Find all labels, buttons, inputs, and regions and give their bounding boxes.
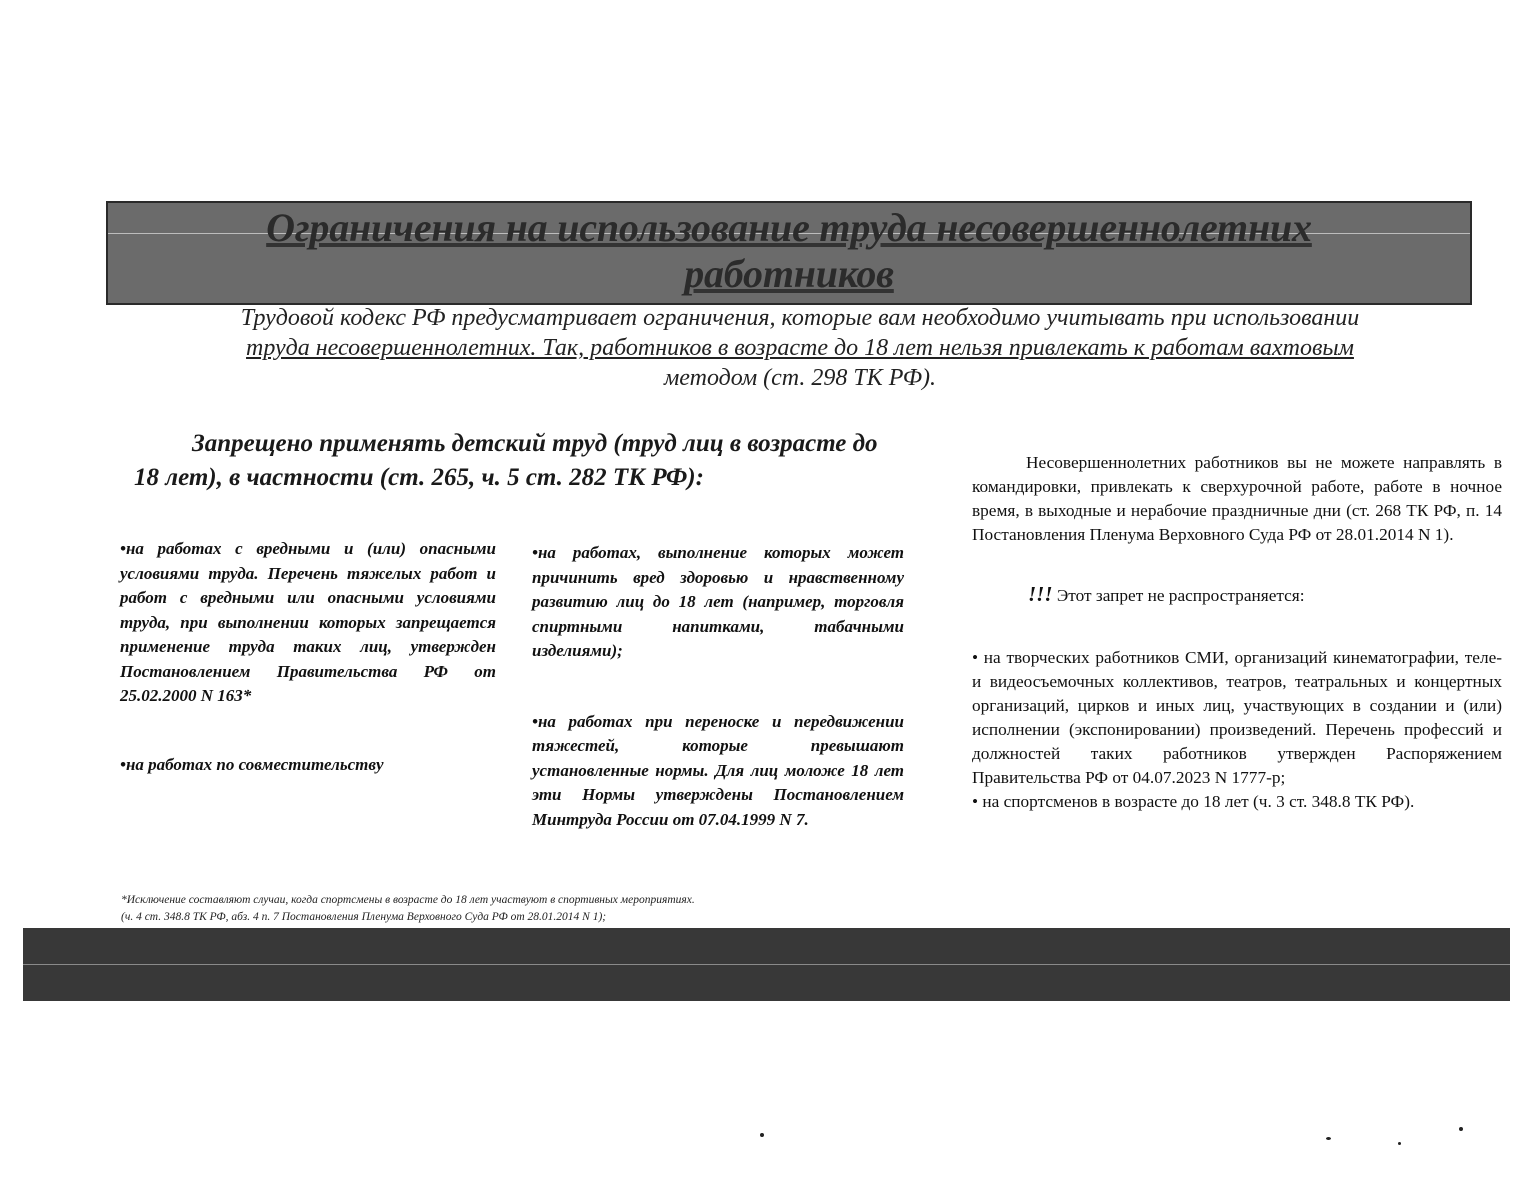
scan-margin bbox=[0, 0, 1529, 38]
exception-heading bbox=[972, 582, 1502, 608]
scan-speck bbox=[1326, 1137, 1331, 1140]
scan-speck bbox=[1459, 1127, 1463, 1131]
prohibition-column-b bbox=[532, 541, 904, 832]
footnote-line-1: *Исключение составляют случаи, когда спортсмены в возрасте до 18 лет участвуют в спортивных мероприятиях. bbox=[121, 894, 695, 906]
minors-restrictions-column bbox=[972, 451, 1502, 814]
exclamation-marks: !!! bbox=[1028, 582, 1053, 606]
list-item: • на творческих работников СМИ, организаций кинематографии, теле- и видеосъемочных коллективов, театров, театральных и концертных организаций, цирков и иных лиц, участвующих в создании и (или) исполнении (экспонировании) произведений. Перечень профессий и должностей таких работников утвержден Распоряжением Правительства РФ от 04.07.2023 N 1777-р; bbox=[972, 648, 1502, 787]
footer-banner bbox=[23, 928, 1510, 1001]
prohibition-heading: Запрещено применять детский труд (труд лиц в возрасте до 18 лет), в частности (ст. 265, ч. 5 ст. 282 ТК РФ): bbox=[134, 430, 878, 491]
restrictions-paragraph: Несовершеннолетних работников вы не можете направлять в командировки, привлекать к сверхурочной работе, работе в ночное время, в выходные и нерабочие праздничные дни (ст. 268 ТК РФ, п. 14 Постановления Пленума Верховного Суда РФ от 28.01.2014 N 1). bbox=[972, 453, 1502, 544]
list-item: • на спортсменов в возрасте до 18 лет (ч. 3 ст. 348.8 ТК РФ). bbox=[972, 792, 1415, 811]
scan-line bbox=[23, 964, 1510, 965]
intro-paragraph bbox=[130, 303, 1470, 393]
intro-line-3: методом (ст. 298 ТК РФ). bbox=[663, 365, 937, 391]
list-item: •на работах, выполнение которых может причинить вред здоровью и нравственному развитию лиц до 18 лет (например, торговля спиртными напитками, табачными изделиями); bbox=[532, 543, 904, 660]
scan-speck bbox=[760, 1133, 764, 1137]
title-banner bbox=[106, 201, 1472, 305]
title-line-2: работников bbox=[684, 251, 894, 296]
scan-speck bbox=[1398, 1142, 1401, 1145]
list-item: •на работах по совместительству bbox=[120, 754, 384, 774]
page-title bbox=[108, 205, 1470, 297]
exception-heading-text: Этот запрет не распространяется: bbox=[1052, 586, 1305, 605]
list-item: •на работах при переноске и передвижении тяжестей, которые превышают установленные нормы. Для лиц моложе 18 лет эти Нормы утверждены Постановлением Минтруда России от 07.04.1999 N 7. bbox=[532, 711, 904, 829]
list-item: •на работах с вредными и (или) опасными условиями труда. Перечень тяжелых работ и работ с вредными или опасными условиями труда, при выполнении которых запрещается применение труда таких лиц, утвержден Постановлением Правительства РФ от 25.02.2000 N 163* bbox=[120, 539, 496, 705]
footnote bbox=[121, 892, 931, 926]
intro-line-1: Трудовой кодекс РФ предусматривает ограничения, которые вам необходимо учитывать при использовании bbox=[240, 305, 1360, 331]
title-line-1: Ограничения на использование труда несовершеннолетних bbox=[266, 205, 1312, 250]
intro-line-2: труда несовершеннолетних. Так, работников в возрасте до 18 лет нельзя привлекать к работам вахтовым bbox=[246, 335, 1354, 361]
footnote-line-2: (ч. 4 ст. 348.8 ТК РФ, абз. 4 п. 7 Постановления Пленума Верховного Суда РФ от 28.01.2014 N 1); bbox=[121, 911, 607, 923]
prohibition-column-a bbox=[120, 537, 496, 777]
